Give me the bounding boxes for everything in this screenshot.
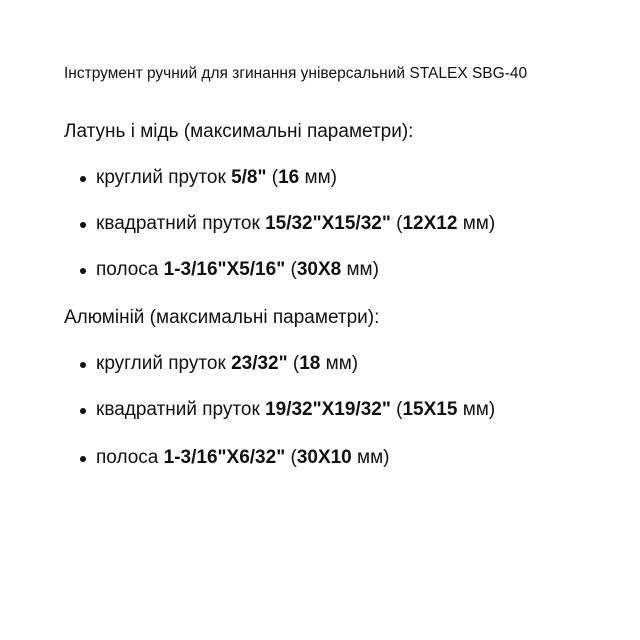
list-item-text: полоса 1-3/16"X5/16" (30X8 мм) bbox=[96, 259, 379, 280]
section-heading-aluminum: Алюміній (максимальні параметри): bbox=[64, 307, 380, 328]
page-title: Інструмент ручний для згинання універсальний STALEX SBG-40 bbox=[64, 65, 528, 82]
list-item-text: квадратний пруток 15/32"X15/32" (12X12 мм) bbox=[96, 213, 496, 234]
bullet-icon bbox=[80, 362, 86, 368]
bullet-icon bbox=[80, 408, 86, 414]
bullet-icon bbox=[80, 268, 86, 274]
list-item-text: круглий пруток 5/8" (16 мм) bbox=[96, 167, 337, 188]
bullet-icon bbox=[80, 222, 86, 228]
list-item-text: круглий пруток 23/32" (18 мм) bbox=[96, 353, 359, 374]
list-item-text: полоса 1-3/16"X6/32" (30X10 мм) bbox=[96, 447, 390, 468]
bullet-icon bbox=[80, 456, 86, 462]
list-item-text: квадратний пруток 19/32"X19/32" (15X15 мм) bbox=[96, 399, 496, 420]
bullet-icon bbox=[80, 176, 86, 182]
section-heading-brass-copper: Латунь і мідь (максимальні параметри): bbox=[64, 121, 414, 142]
